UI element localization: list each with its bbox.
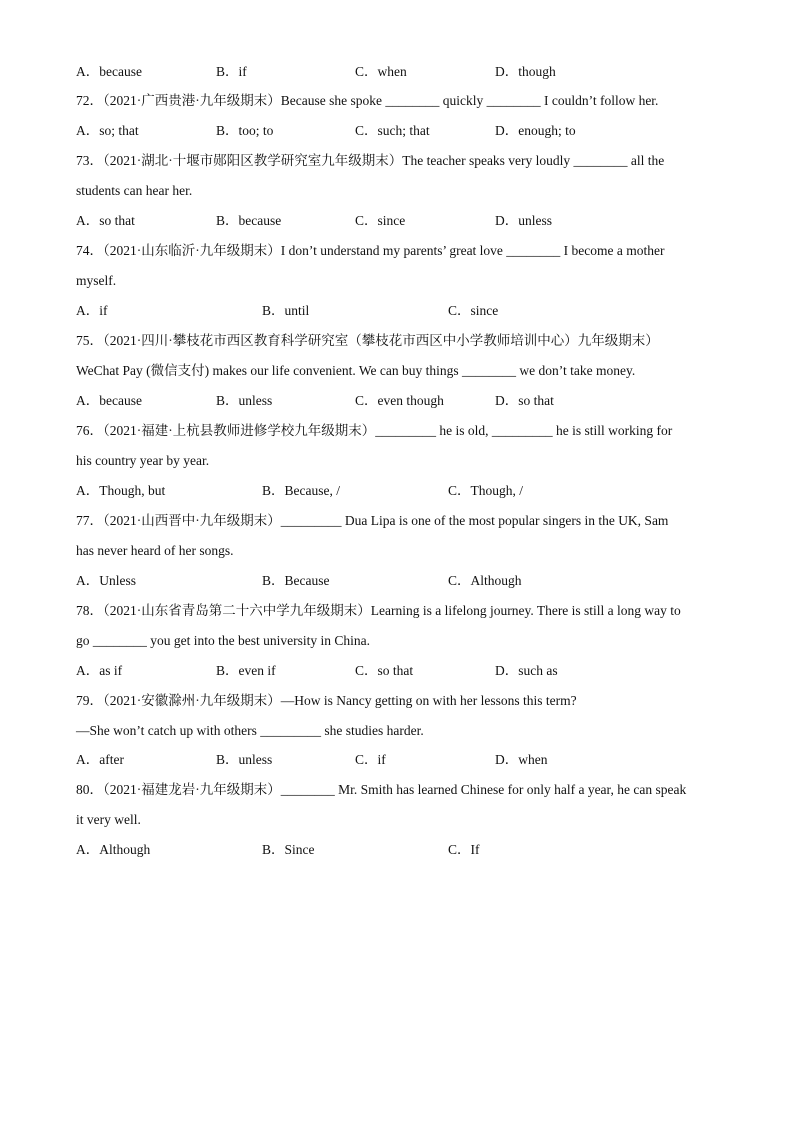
answer-option: A．after xyxy=(76,752,124,767)
options-row xyxy=(76,392,776,410)
answer-option: B．because xyxy=(216,213,282,228)
text-line: it very well. xyxy=(76,812,141,827)
answer-option: C．if xyxy=(355,752,386,767)
options-row xyxy=(76,122,776,140)
options-row xyxy=(76,212,776,230)
options-row xyxy=(76,302,776,320)
answer-option: A．if xyxy=(76,303,108,318)
options-row xyxy=(76,662,776,680)
answer-option: A．as if xyxy=(76,663,123,678)
text-line: 72．（2021·广西贵港·九年级期末）Because she spoke ________ quickly ________ I couldn’t follow her. xyxy=(76,93,659,108)
text-line: 79．（2021·安徽滁州·九年级期末）—How is Nancy getting on with her lessons this term? xyxy=(76,693,577,708)
text-line: 76．（2021·福建·上杭县教师进修学校九年级期末）_________ he is old, _________ he is still working for xyxy=(76,423,673,438)
answer-option: C．If xyxy=(448,842,480,857)
answer-option: C．such; that xyxy=(355,123,430,138)
text-line: —She won’t catch up with others _________ she studies harder. xyxy=(76,723,424,738)
answer-option: D．such as xyxy=(495,663,558,678)
answer-option: B．unless xyxy=(216,393,273,408)
text-line: go ________ you get into the best university in China. xyxy=(76,633,370,648)
text-line: 77．（2021·山西晋中·九年级期末）_________ Dua Lipa is one of the most popular singers in the UK, Sam xyxy=(76,513,669,528)
text-line: has never heard of her songs. xyxy=(76,543,234,558)
options-row xyxy=(76,572,776,590)
answer-option: C．even though xyxy=(355,393,444,408)
options-row xyxy=(76,841,776,859)
answer-option: B．too; to xyxy=(216,123,274,138)
text-line: students can hear her. xyxy=(76,183,193,198)
options-row xyxy=(76,63,776,81)
answer-option: C．Though, / xyxy=(448,483,524,498)
answer-option: C．since xyxy=(448,303,499,318)
text-line: 75．（2021·四川·攀枝花市西区教育科学研究室（攀枝花市西区中小学教师培训中心）九年级期末） xyxy=(76,333,659,348)
text-line: 78．（2021·山东省青岛第二十六中学九年级期末）Learning is a lifelong journey. There is still a long way to xyxy=(76,603,681,618)
answer-option: A．so that xyxy=(76,213,135,228)
answer-option: D．when xyxy=(495,752,548,767)
text-line: WeChat Pay (微信支付) makes our life convenient. We can buy things ________ we don’t take money. xyxy=(76,363,636,378)
answer-option: A．Unless xyxy=(76,573,136,588)
text-line: myself. xyxy=(76,273,117,288)
answer-option: B．Because, / xyxy=(262,483,340,498)
answer-option: A．because xyxy=(76,393,142,408)
answer-option: A．so; that xyxy=(76,123,139,138)
answer-option: B．Since xyxy=(262,842,315,857)
answer-option: B．even if xyxy=(216,663,276,678)
answer-option: B．unless xyxy=(216,752,273,767)
answer-option: B．until xyxy=(262,303,310,318)
answer-option: B．if xyxy=(216,64,247,79)
answer-option: C．Although xyxy=(448,573,522,588)
answer-option: D．so that xyxy=(495,393,554,408)
answer-option: C．when xyxy=(355,64,407,79)
answer-option: D．unless xyxy=(495,213,552,228)
answer-option: A．Though, but xyxy=(76,483,166,498)
answer-option: D．enough; to xyxy=(495,123,576,138)
answer-option: A．because xyxy=(76,64,142,79)
text-line: 74．（2021·山东临沂·九年级期末）I don’t understand my parents’ great love ________ I become a mother xyxy=(76,243,665,258)
answer-option: B．Because xyxy=(262,573,330,588)
options-row xyxy=(76,482,776,500)
answer-option: C．so that xyxy=(355,663,414,678)
text-line: 73．（2021·湖北·十堰市郧阳区教学研究室九年级期末）The teacher speaks very loudly ________ all the xyxy=(76,153,665,168)
answer-option: C．since xyxy=(355,213,406,228)
answer-option: D．though xyxy=(495,64,556,79)
text-line: his country year by year. xyxy=(76,453,210,468)
answer-option: A．Although xyxy=(76,842,151,857)
options-row xyxy=(76,751,776,769)
text-line: 80．（2021·福建龙岩·九年级期末）________ Mr. Smith has learned Chinese for only half a year, he can speak xyxy=(76,782,687,797)
